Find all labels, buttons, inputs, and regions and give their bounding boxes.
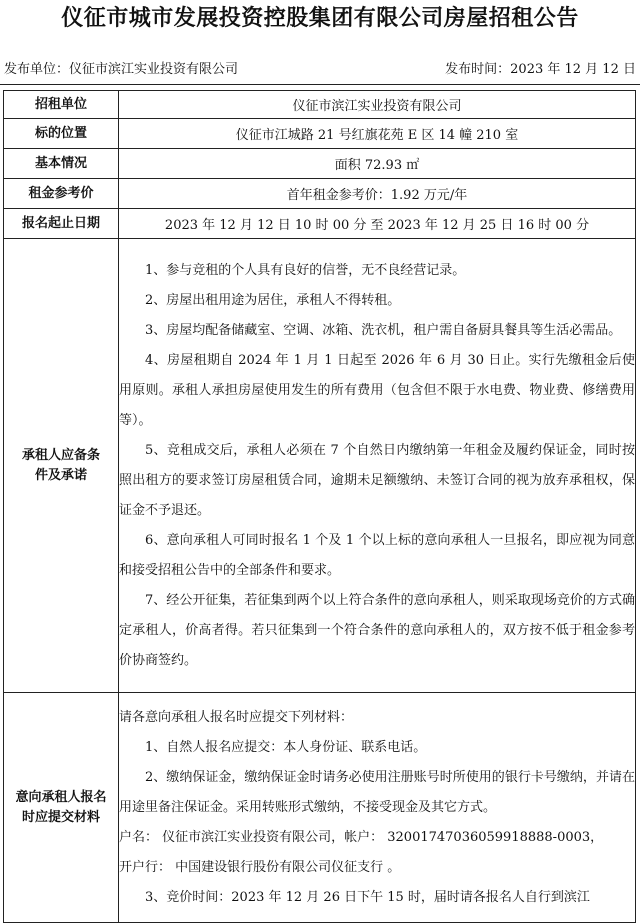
materials-label-text: 意向承租人报名时应提交材料 — [15, 789, 107, 825]
listing-table — [3, 90, 636, 923]
row-value: 首年租金参考价：1.92 万元/年 — [119, 179, 636, 209]
materials-label — [4, 693, 119, 923]
materials-content — [119, 693, 636, 923]
condition-item: 3、房屋均配备储藏室、空调、冰箱、洗衣机，租户需自备厨具餐具等生活必需品。 — [145, 322, 622, 338]
row-value: 仪征市滨江实业投资有限公司 — [119, 91, 636, 119]
table-row — [4, 91, 636, 119]
page-title: 仪征市城市发展投资控股集团有限公司房屋招租公告 — [61, 6, 579, 31]
condition-item: 6、意向承租人可同时报名 1 个及 1 个以上标的意向承租人一旦报名，即应视为同意和接受招租公告中的全部条件和要求。 — [119, 532, 635, 578]
publisher-text: 发布单位：仪征市滨江实业投资有限公司 — [4, 62, 239, 77]
table-row — [4, 149, 636, 179]
row-label: 基本情况 — [4, 149, 119, 179]
header-divider — [0, 84, 640, 85]
row-label: 标的位置 — [4, 119, 119, 149]
materials-intro: 请各意向承租人报名时应提交下列材料： — [119, 709, 354, 725]
row-label: 招租单位 — [4, 91, 119, 119]
material-item: 3、竞价时间：2023 年 12 月 26 日下午 15 时，届时请各报名人自行到滨江 — [145, 889, 590, 905]
row-value: 2023 年 12 月 12 日 10 时 00 分 至 2023 年 12 月 25 日 16 时 00 分 — [119, 209, 636, 239]
material-item: 2、缴纳保证金，缴纳保证金时请务必使用注册账号时所使用的银行卡号缴纳，并请在用途里备注保证金。采用转账形式缴纳，不接受现金及其它方式。 — [119, 769, 635, 815]
condition-item: 2、房屋出租用途为居住，承租人不得转租。 — [145, 292, 401, 308]
table-row — [4, 239, 636, 693]
account-info: 户名： 仪征市滨江实业投资有限公司，帐户： 32001747036059918888-0003， — [119, 829, 604, 845]
material-item: 1、自然人报名应提交：本人身份证、联系电话。 — [145, 739, 427, 755]
row-label: 报名起止日期 — [4, 209, 119, 239]
table-row — [4, 119, 636, 149]
table-row — [4, 179, 636, 209]
bank-info: 开户行： 中国建设银行股份有限公司仪征支行 。 — [119, 859, 401, 875]
conditions-label-text: 承租人应备条件及承诺 — [21, 447, 100, 483]
conditions-content — [119, 239, 636, 693]
table-row — [4, 209, 636, 239]
condition-item: 4、房屋租期自 2024 年 1 月 1 日起至 2026 年 6 月 30 日止。实行先缴租金后使用原则。承租人承担房屋使用发生的所有费用（包含但不限于水电费、物业费、修缮费用等）。 — [119, 352, 635, 428]
publish-time-text: 发布时间：2023 年 12 月 12 日 — [445, 62, 636, 77]
row-label: 租金参考价 — [4, 179, 119, 209]
row-value: 仪征市江城路 21 号红旗花苑 E 区 14 幢 210 室 — [119, 119, 636, 149]
conditions-label — [4, 239, 119, 693]
table-row — [4, 693, 636, 923]
row-value: 面积 72.93 ㎡ — [119, 149, 636, 179]
condition-item: 5、竞租成交后，承租人必须在 7 个自然日内缴纳第一年租金及履约保证金，同时按照出租方的要求签订房屋租赁合同，逾期未足额缴纳、未签订合同的视为放弃承租权，保证金不予退还。 — [119, 442, 635, 518]
condition-item: 1、参与竞租的个人具有良好的信誉，无不良经营记录。 — [145, 262, 466, 278]
condition-item: 7、经公开征集，若征集到两个以上符合条件的意向承租人，则采取现场竞价的方式确定承租人，价高者得。若只征集到一个符合条件的意向承租人的，双方按不低于租金参考价协商签约。 — [119, 592, 635, 668]
